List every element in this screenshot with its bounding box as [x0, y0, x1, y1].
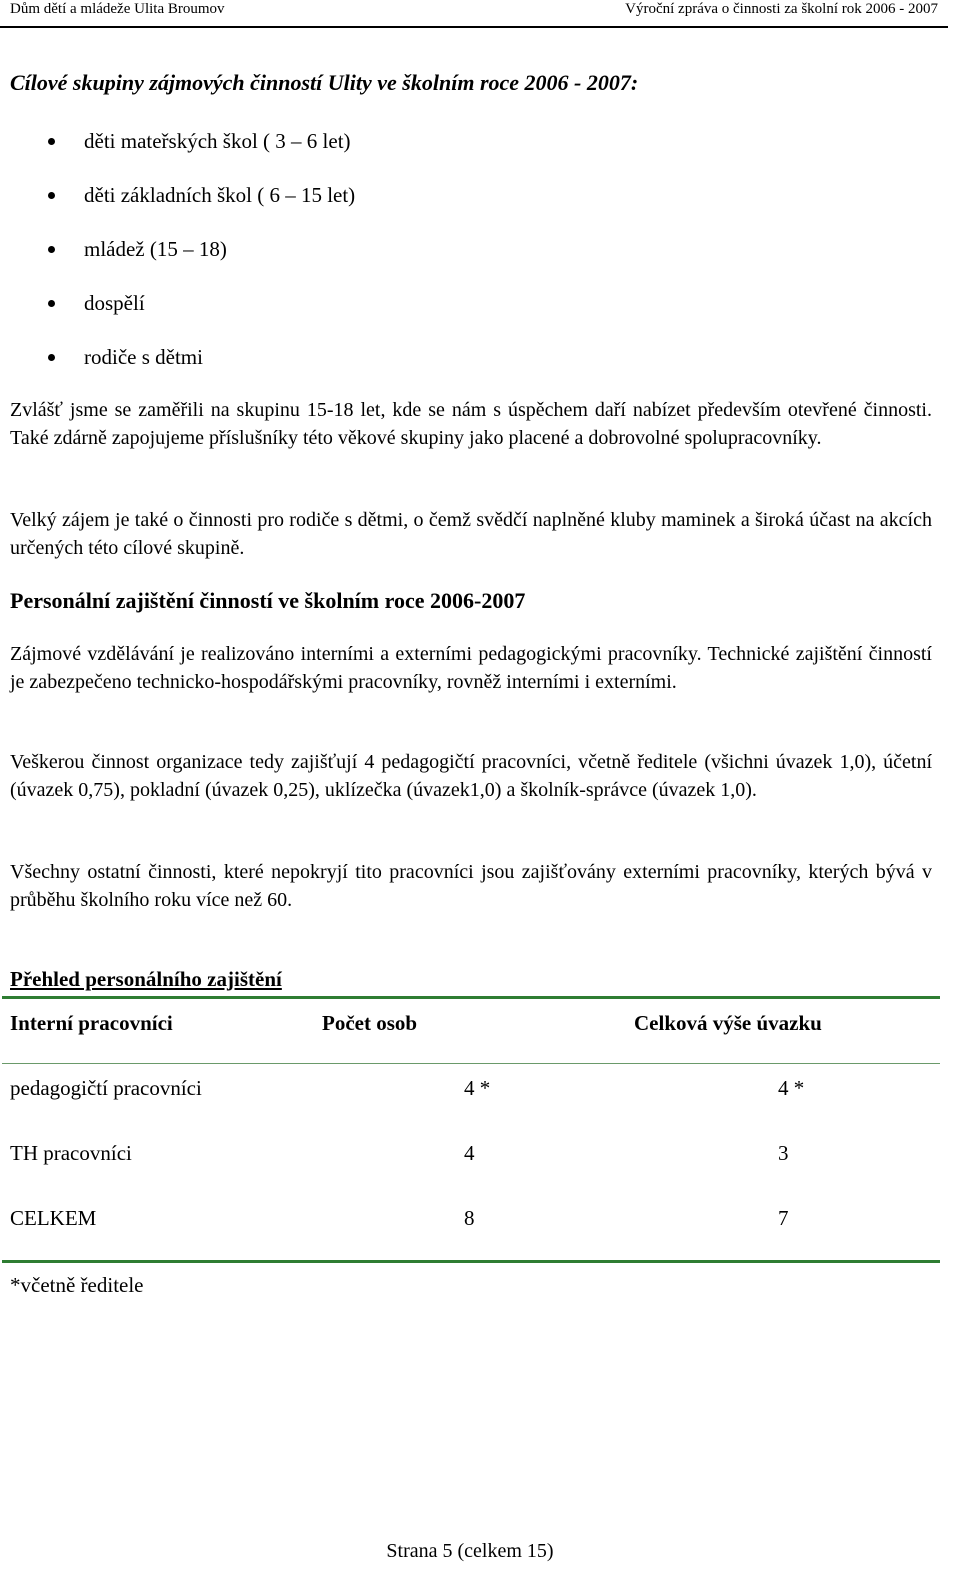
list-item: děti mateřských škol ( 3 – 6 let) [48, 126, 355, 180]
target-groups-title: Cílové skupiny zájmových činností Ulity ve školním roce 2006 - 2007: [10, 70, 639, 95]
header-divider [0, 26, 948, 28]
target-groups-list [48, 126, 355, 396]
table-header-staff: Interní pracovníci [10, 1011, 173, 1035]
table-cell: 4 * [464, 1076, 491, 1100]
table-header-rule [2, 1063, 940, 1064]
table-header-workload: Celková výše úvazku [634, 1011, 822, 1035]
bullet-icon [48, 300, 55, 307]
overview-title: Přehled personálního zajištění [10, 967, 282, 991]
table-cell: 4 [464, 1141, 475, 1165]
bullet-icon [48, 246, 55, 253]
table-cell: 4 * [778, 1076, 805, 1100]
page-number: Strana 5 (celkem 15) [386, 1540, 554, 1562]
list-item: mládež (15 – 18) [48, 234, 355, 288]
paragraph-education-staff: Zájmové vzdělávání je realizováno interními a externími pedagogickými pracovníky. Technické zajištění činností je zabezpečeno technicko-hospodářskými pracovníky, rovněž interními i externími. [10, 643, 932, 693]
table-bottom-rule [2, 1260, 940, 1263]
paragraph-parents-children: Velký zájem je také o činnosti pro rodiče s dětmi, o čemž svědčí naplněné kluby maminek a široká účast na akcích určených této cílové skupině. [10, 509, 932, 559]
list-item: děti základních škol ( 6 – 15 let) [48, 180, 355, 234]
bullet-icon [48, 354, 55, 361]
list-item: dospělí [48, 288, 355, 342]
table-top-rule [2, 996, 940, 999]
table-cell: TH pracovníci [10, 1141, 132, 1165]
table-footnote: *včetně ředitele [10, 1273, 144, 1297]
table-cell: pedagogičtí pracovníci [10, 1076, 202, 1100]
table-cell: 3 [778, 1141, 789, 1165]
paragraph-focus-group: Zvlášť jsme se zaměřili na skupinu 15-18 let, kde se nám s úspěchem daří nabízet především otevřené činnosti. Také zdárně zapojujeme příslušníky této věkové skupiny jako placené a dobrovolné spolupracovníky. [10, 399, 932, 449]
paragraph-external-staff: Všechny ostatní činnosti, které nepokryjí tito pracovníci jsou zajišťovány externími pracovníky, kterých bývá v průběhu školního roku více než 60. [10, 861, 932, 911]
table-cell: 8 [464, 1206, 475, 1230]
staffing-title: Personální zajištění činností ve školním roce 2006-2007 [10, 588, 526, 613]
paragraph-staff-details: Veškerou činnost organizace tedy zajišťují 4 pedagogičtí pracovníci, včetně ředitele (všichni úvazek 1,0), účetní (úvazek 0,75), pokladní (úvazek 0,25), uklízečka (úvazek1,0) a školník-správce (úvazek 1,0). [10, 751, 932, 801]
list-item: rodiče s dětmi [48, 342, 355, 396]
table-cell: 7 [778, 1206, 789, 1230]
table-header-count: Počet osob [322, 1011, 418, 1035]
table-cell: CELKEM [10, 1206, 97, 1230]
header-right: Výroční zpráva o činnosti za školní rok 2006 - 2007 [625, 1, 938, 17]
bullet-icon [48, 192, 55, 199]
bullet-icon [48, 138, 55, 145]
header-left: Dům dětí a mládeže Ulita Broumov [10, 1, 225, 17]
